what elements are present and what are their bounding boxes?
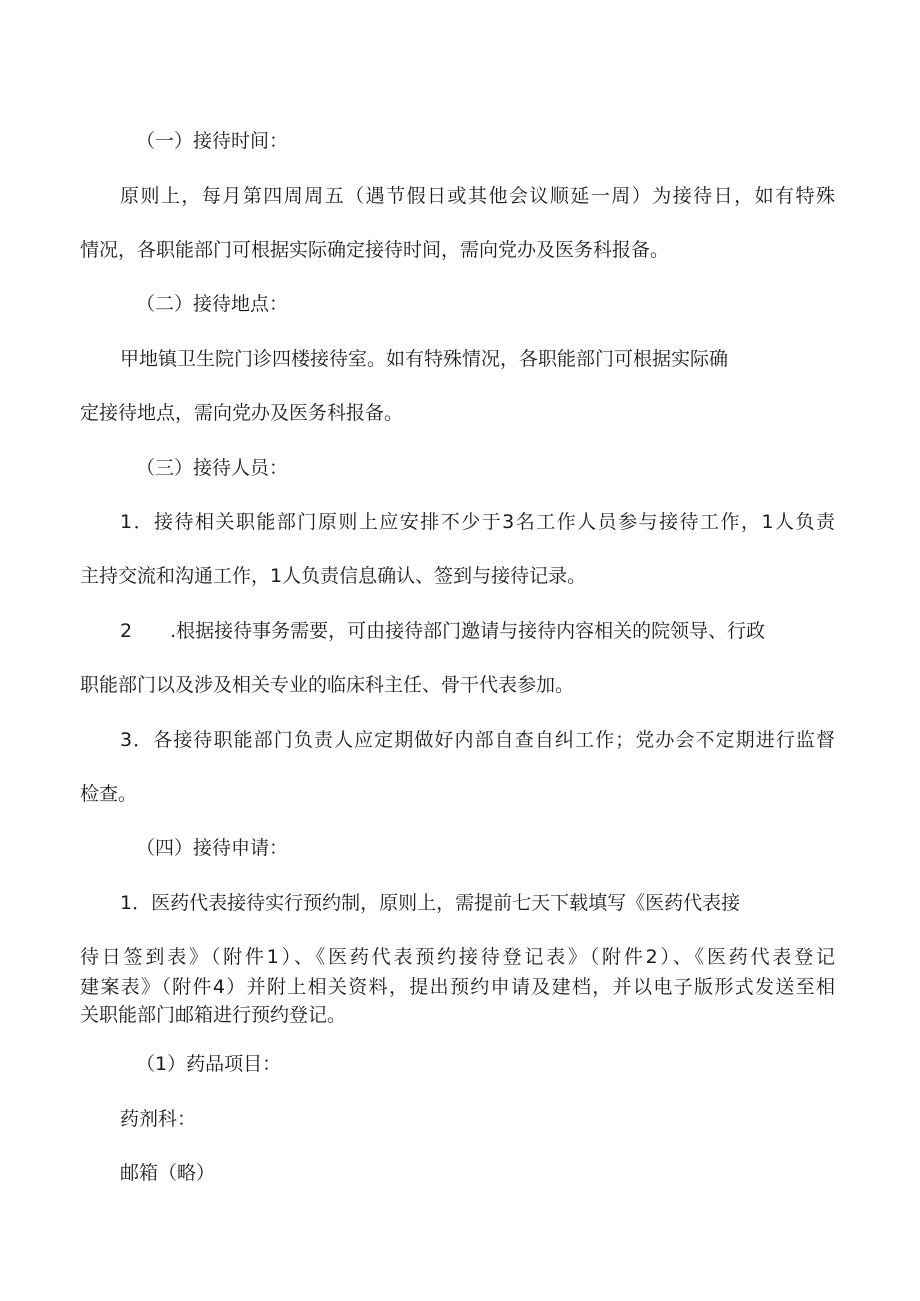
- section-heading-location: （二）接待地点：: [136, 293, 289, 315]
- paragraph-line: 主持交流和沟通工作，1人负责信息确认、签到与接待记录。: [80, 565, 587, 587]
- paragraph-line: 职能部门以及涉及相关专业的临床科主任、骨干代表参加。: [80, 674, 575, 696]
- subsection-heading-drug-items: （1）药品项目：: [136, 1053, 282, 1075]
- paragraph-line: 关职能部门邮箱进行预约登记。: [80, 1004, 347, 1026]
- section-heading-staff: （三）接待人员：: [136, 457, 289, 479]
- department-label: 药剂科：: [120, 1108, 197, 1130]
- paragraph-line: 待日签到表》（附件1）、《医药代表预约接待登记表》（附件2）、《医药代表登记: [80, 946, 835, 968]
- section-heading-time: （一）接待时间：: [136, 130, 289, 152]
- paragraph-line: 3．各接待职能部门负责人应定期做好内部自查自纠工作；党办会不定期进行监督: [120, 729, 835, 751]
- paragraph-line: 2 .根据接待事务需要，可由接待部门邀请与接待内容相关的院领导、行政: [120, 620, 766, 642]
- email-label: 邮箱（略）: [120, 1162, 216, 1184]
- paragraph-line: 建案表》（附件4）并附上相关资料，提出预约申请及建档，并以电子版形式发送至相: [80, 976, 835, 998]
- paragraph-line: 甲地镇卫生院门诊四楼接待室。如有特殊情况，各职能部门可根据实际确: [120, 348, 729, 370]
- section-heading-application: （四）接待申请：: [136, 837, 289, 859]
- paragraph-line: 情况，各职能部门可根据实际确定接待时间，需向党办及医务科报备。: [80, 239, 670, 261]
- paragraph-line: 检查。: [80, 783, 138, 805]
- paragraph-line: 原则上，每月第四周周五（遇节假日或其他会议顺延一周）为接待日，如有特殊: [120, 185, 835, 207]
- paragraph-line: 1．医药代表接待实行预约制，原则上，需提前七天下载填写《医药代表接: [120, 892, 741, 914]
- paragraph-line: 定接待地点，需向党办及医务科报备。: [80, 402, 404, 424]
- paragraph-line: 1．接待相关职能部门原则上应安排不少于3名工作人员参与接待工作，1人负责: [120, 511, 835, 533]
